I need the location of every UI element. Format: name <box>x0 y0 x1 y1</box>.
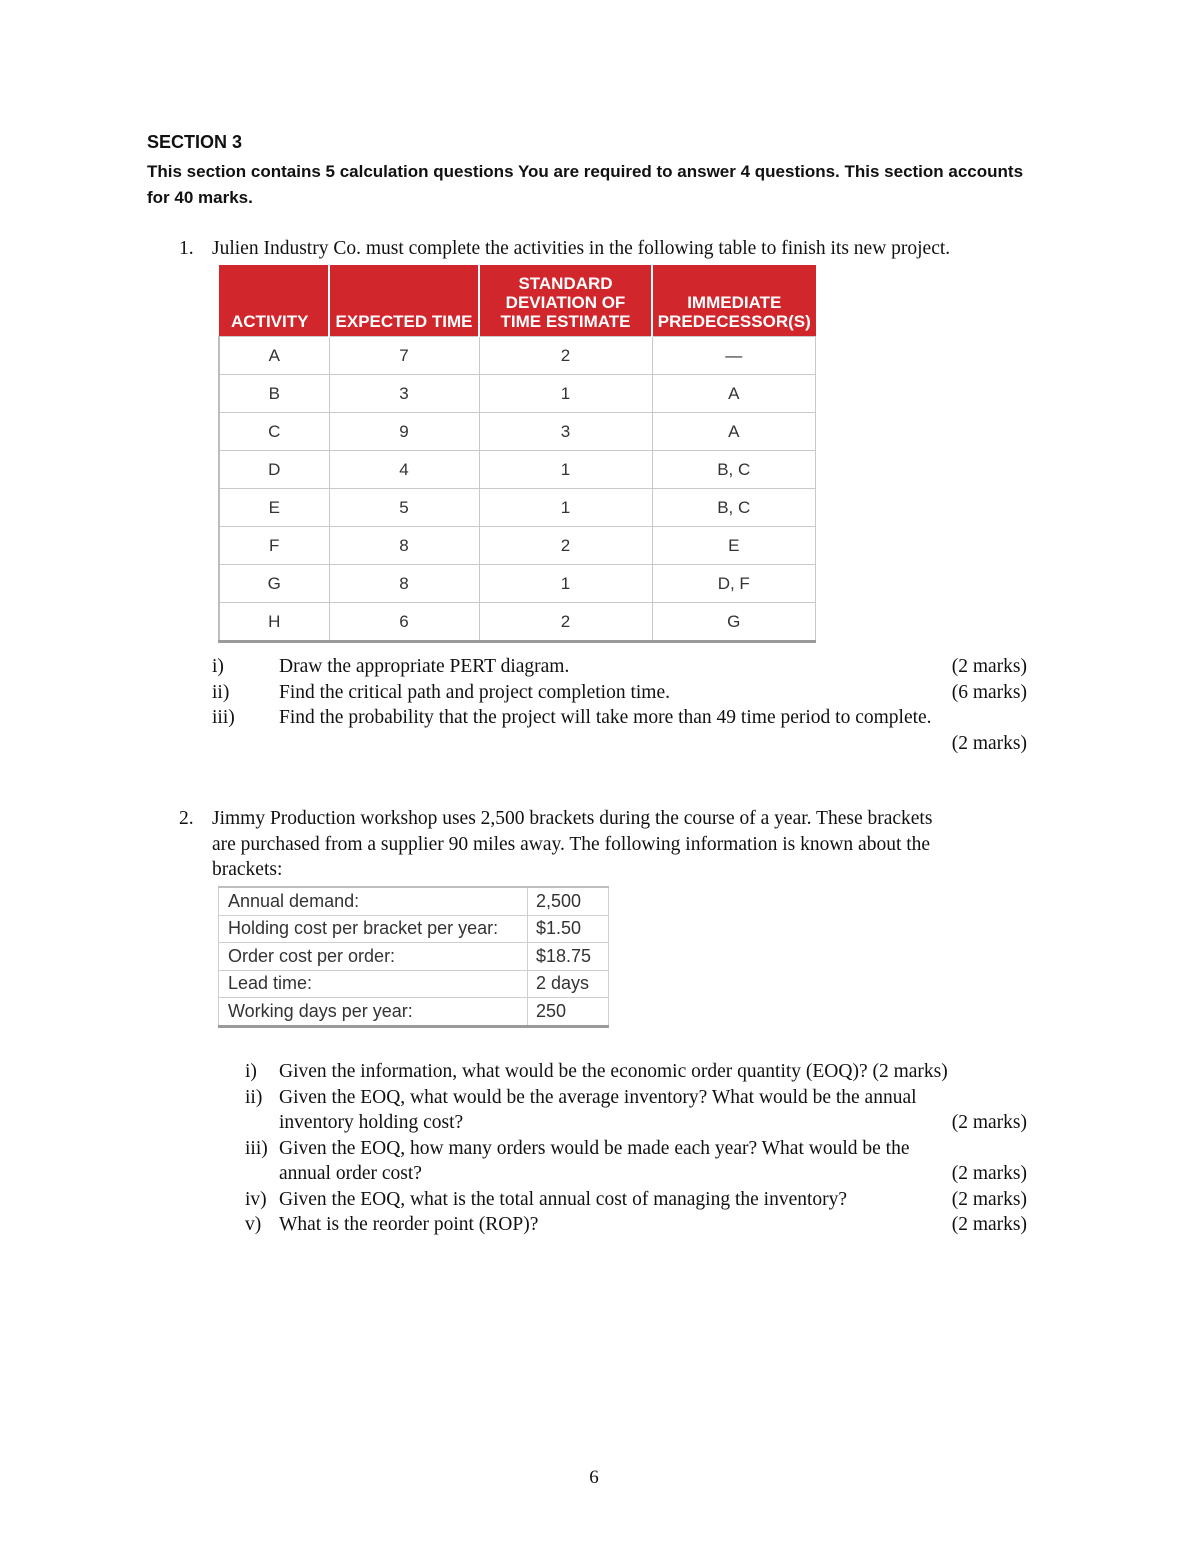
q1-part-text: Find the probability that the project will take more than 49 time period to complete. <box>279 707 932 728</box>
cell-std-deviation: 2 <box>479 603 652 642</box>
q1-part-text: Draw the appropriate PERT diagram. <box>279 656 570 677</box>
cell-predecessors: E <box>652 527 816 565</box>
cell-std-deviation: 3 <box>479 413 652 451</box>
q2-part-label: iii) <box>245 1138 268 1159</box>
cell-std-deviation: 1 <box>479 565 652 603</box>
table-row <box>219 375 816 413</box>
cell-std-deviation: 1 <box>479 375 652 413</box>
cell-std-deviation: 2 <box>479 527 652 565</box>
q2-number: 2. <box>179 808 194 829</box>
header-std-deviation: STANDARD DEVIATION OF TIME ESTIMATE <box>479 265 652 337</box>
table-row <box>219 970 609 998</box>
cell-predecessors: — <box>652 337 816 375</box>
cell-expected-time: 8 <box>329 527 479 565</box>
q2-part-text: Given the EOQ, what would be the average inventory? What would be the annual <box>279 1087 917 1108</box>
cell-expected-time: 3 <box>329 375 479 413</box>
q1-part-label: i) <box>212 656 224 677</box>
q2-text-line: are purchased from a supplier 90 miles away. The following information is known about the <box>212 834 931 855</box>
cell-label: Working days per year: <box>219 998 528 1027</box>
cell-expected-time: 5 <box>329 489 479 527</box>
table-row <box>219 887 609 915</box>
table-row <box>219 998 609 1027</box>
q2-part-text: Given the EOQ, how many orders would be made each year? What would be the <box>279 1138 910 1159</box>
q2-part-text: Given the information, what would be the economic order quantity (EOQ)? (2 marks) <box>279 1061 948 1082</box>
cell-label: Lead time: <box>219 970 528 998</box>
q1-part-text: Find the critical path and project completion time. <box>279 682 670 703</box>
section-description <box>147 159 1027 211</box>
cell-label: Annual demand: <box>219 887 528 915</box>
q1-part-marks: (2 marks) <box>951 656 1027 677</box>
table-row <box>219 565 816 603</box>
cell-activity: C <box>219 413 329 451</box>
q2-part-label: ii) <box>245 1087 263 1108</box>
q2-text-line: Jimmy Production workshop uses 2,500 brackets during the course of a year. These brackets <box>212 808 933 829</box>
q1-text: Julien Industry Co. must complete the activities in the following table to finish its new project. <box>212 238 951 259</box>
cell-expected-time: 9 <box>329 413 479 451</box>
cell-predecessors: A <box>652 413 816 451</box>
cell-std-deviation: 2 <box>479 337 652 375</box>
q2-part-text: What is the reorder point (ROP)? <box>279 1214 539 1235</box>
table-row <box>219 451 816 489</box>
q2-part-text-cont: inventory holding cost? <box>279 1112 464 1133</box>
cell-predecessors: D, F <box>652 565 816 603</box>
activity-table-header-row <box>219 265 816 337</box>
q2-part-marks: (2 marks) <box>951 1112 1027 1133</box>
cell-expected-time: 4 <box>329 451 479 489</box>
activity-table <box>218 265 816 643</box>
cell-activity: A <box>219 337 329 375</box>
cell-value: $1.50 <box>528 915 609 943</box>
q2-part-marks: (2 marks) <box>951 1163 1027 1184</box>
q2-part-marks: (2 marks) <box>951 1214 1027 1235</box>
q2-part-label: v) <box>245 1214 262 1235</box>
table-row <box>219 603 816 642</box>
q2-part-text-cont: annual order cost? <box>279 1163 422 1184</box>
cell-value: $18.75 <box>528 943 609 971</box>
page-number: 6 <box>589 1467 599 1488</box>
q1-number: 1. <box>179 238 194 259</box>
cell-activity: D <box>219 451 329 489</box>
q1-part-marks: (6 marks) <box>951 682 1027 703</box>
header-predecessors: IMMEDIATE PREDECESSOR(S) <box>652 265 816 337</box>
q2-part-label: iv) <box>245 1189 267 1210</box>
section-description-bold: This section contains 5 calculation questions <box>147 162 514 181</box>
table-row <box>219 337 816 375</box>
cell-activity: E <box>219 489 329 527</box>
cell-expected-time: 7 <box>329 337 479 375</box>
cell-label: Holding cost per bracket per year: <box>219 915 528 943</box>
cell-label: Order cost per order: <box>219 943 528 971</box>
table-row <box>219 943 609 971</box>
section-title: SECTION 3 <box>147 132 243 152</box>
cell-activity: B <box>219 375 329 413</box>
cell-activity: F <box>219 527 329 565</box>
cell-activity: G <box>219 565 329 603</box>
q2-text-line: brackets: <box>212 859 283 880</box>
cell-predecessors: G <box>652 603 816 642</box>
cell-std-deviation: 1 <box>479 489 652 527</box>
cell-predecessors: A <box>652 375 816 413</box>
header-activity: ACTIVITY <box>219 265 329 337</box>
cell-expected-time: 8 <box>329 565 479 603</box>
cell-value: 2,500 <box>528 887 609 915</box>
q2-part-text: Given the EOQ, what is the total annual cost of managing the inventory? <box>279 1189 848 1210</box>
table-row <box>219 527 816 565</box>
table-row <box>219 489 816 527</box>
q1-part-label: ii) <box>212 682 230 703</box>
table-row <box>219 915 609 943</box>
cell-predecessors: B, C <box>652 451 816 489</box>
cell-value: 2 days <box>528 970 609 998</box>
cell-std-deviation: 1 <box>479 451 652 489</box>
inventory-table <box>218 886 609 1028</box>
q2-part-label: i) <box>245 1061 257 1082</box>
q1-part-label: iii) <box>212 707 235 728</box>
cell-activity: H <box>219 603 329 642</box>
table-row <box>219 413 816 451</box>
q1-part-marks: (2 marks) <box>951 733 1027 754</box>
cell-value: 250 <box>528 998 609 1027</box>
cell-predecessors: B, C <box>652 489 816 527</box>
header-expected-time: EXPECTED TIME <box>329 265 479 337</box>
section-description-rest: You are required to answer 4 questions. This section accounts for 40 marks. <box>147 162 1024 207</box>
q2-part-marks: (2 marks) <box>951 1189 1027 1210</box>
cell-expected-time: 6 <box>329 603 479 642</box>
